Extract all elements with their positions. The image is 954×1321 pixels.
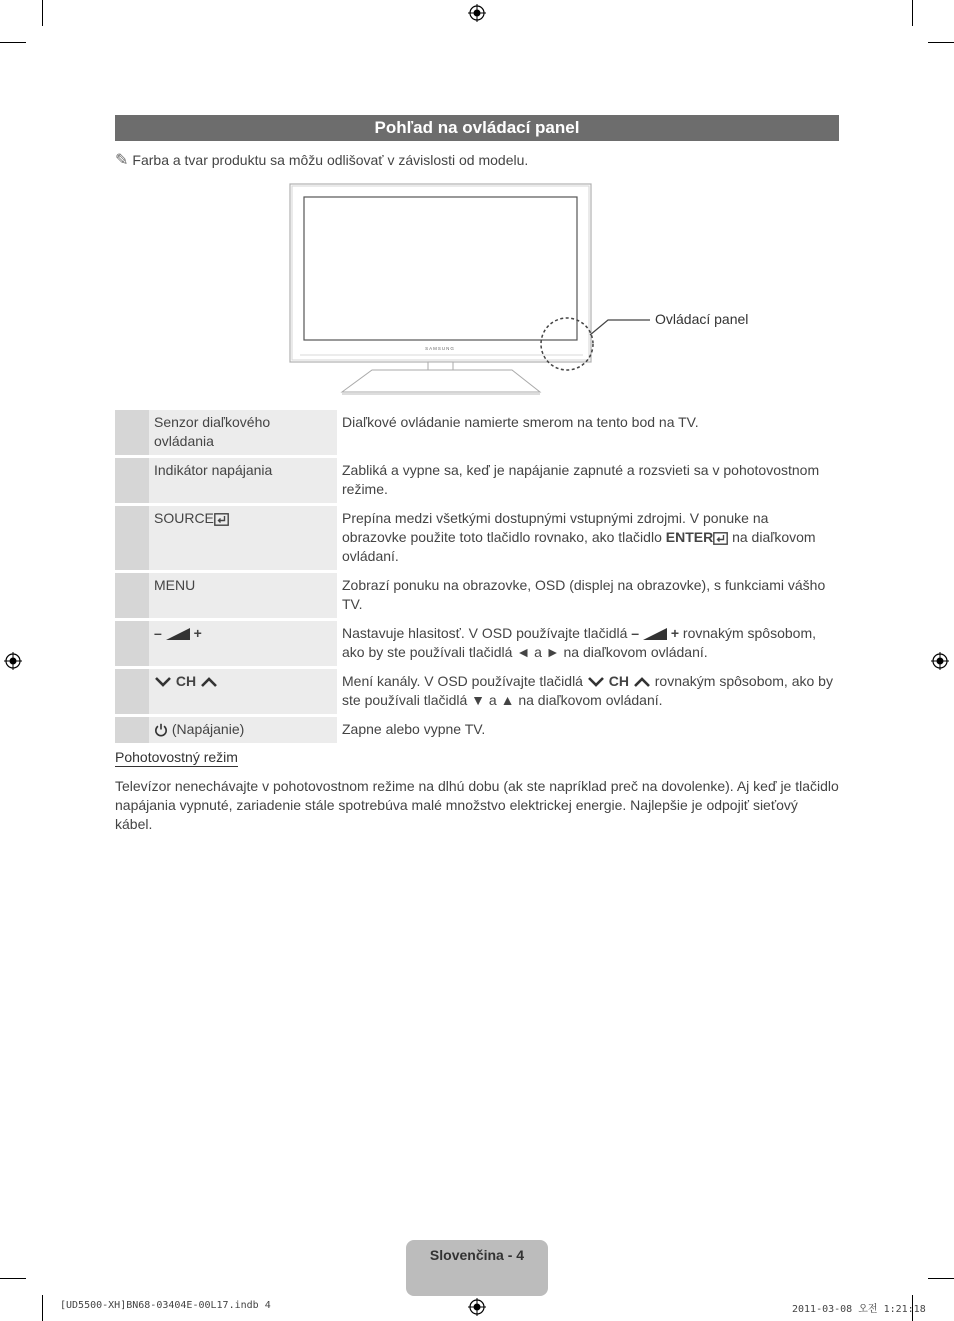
registration-mark-icon — [931, 652, 949, 670]
channel-label: CH — [608, 673, 629, 689]
pencil-note-icon: ✎ — [115, 152, 129, 169]
control-desc — [337, 668, 839, 716]
table-row — [115, 572, 839, 620]
crop-mark — [42, 1295, 43, 1321]
control-name: Indikátor napájania — [149, 457, 337, 505]
control-desc — [337, 620, 839, 668]
desc-text: Nastavuje hlasitosť. V OSD používajte tlačidlá — [342, 625, 632, 641]
registration-mark-icon — [468, 1298, 486, 1316]
control-name: MENU — [149, 572, 337, 620]
row-marker — [115, 620, 149, 668]
volume-minus-label: – — [154, 625, 162, 641]
power-label: (Napájanie) — [171, 721, 245, 737]
crop-mark — [928, 1278, 954, 1279]
volume-plus-label: + — [670, 625, 680, 641]
control-desc: Zobrazí ponuku na obrazovke, OSD (displej na obrazovke), s funkciami vášho TV. — [337, 572, 839, 620]
table-row — [115, 505, 839, 572]
control-desc: Diaľkové ovládanie namierte smerom na tento bod na TV. — [337, 410, 839, 457]
standby-paragraph: Televízor nenechávajte v pohotovostnom režime na dlhú dobu (ak ste napríklad preč na dovolenke). Aj keď je tlačidlo napájania vypnuté, zariadenie stále spotrebúva malé množstvo elektrickej energie. Najlepšie je odpojiť sieťový kábel. — [115, 778, 839, 832]
tv-illustration — [0, 0, 954, 400]
chevron-down-icon — [154, 676, 172, 688]
row-marker — [115, 716, 149, 745]
controls-table — [115, 410, 839, 746]
row-marker — [115, 410, 149, 457]
control-name — [149, 668, 337, 716]
control-desc — [337, 505, 839, 572]
chevron-up-icon — [633, 676, 651, 688]
control-desc: Zapne alebo vypne TV. — [337, 716, 839, 745]
table-row — [115, 620, 839, 668]
enter-icon — [713, 532, 728, 545]
control-name: Senzor diaľkového ovládania — [149, 410, 337, 457]
row-marker — [115, 668, 149, 716]
channel-label: CH — [175, 673, 197, 689]
desc-text: rovnakým spôsobom, ako by ste používali tlačidlá ▼ a ▲ na diaľkovom ovládaní. — [342, 673, 833, 708]
desc-text: na diaľkovom ovládaní. — [342, 529, 816, 564]
table-row — [115, 668, 839, 716]
callout-label: Ovládací panel — [655, 311, 749, 327]
note-text: Farba a tvar produktu sa môžu odlišovať v závislosti od modelu. — [132, 152, 529, 168]
brand-logo: SAMSUNG — [425, 346, 455, 351]
row-marker — [115, 572, 149, 620]
table-row — [115, 716, 839, 745]
volume-icon — [166, 628, 190, 640]
volume-icon — [643, 628, 667, 640]
volume-plus-label: + — [193, 625, 202, 641]
crop-mark — [0, 1278, 26, 1279]
page-number: Slovenčina - 4 — [406, 1240, 548, 1296]
row-marker — [115, 457, 149, 505]
chevron-up-icon — [200, 676, 218, 688]
power-icon — [154, 723, 168, 737]
imprint-date: 2011-03-08 오전 1:21:18 — [792, 1304, 926, 1315]
volume-minus-label: – — [631, 625, 640, 641]
control-name — [149, 505, 337, 572]
section-heading: Pohotovostný režim — [115, 749, 238, 765]
enter-key-label: ENTER — [665, 529, 714, 545]
desc-text: Mení kanály. V OSD používajte tlačidlá — [342, 673, 587, 689]
row-marker — [115, 505, 149, 572]
desc-text: Prepína medzi všetkými dostupnými vstupnými zdrojmi. V ponuke na obrazovke použite toto tlačidlo rovnako, ako tlačidlo — [342, 510, 769, 545]
control-name — [149, 620, 337, 668]
imprint-file: [UD5500-XH]BN68-03404E-00L17.indb 4 — [60, 1300, 271, 1311]
enter-icon — [214, 513, 229, 526]
registration-mark-icon — [4, 652, 22, 670]
control-desc: Zabliká a vypne sa, keď je napájanie zapnuté a rozsvieti sa v pohotovostnom režime. — [337, 457, 839, 505]
page-title: Pohľad na ovládací panel — [115, 115, 839, 141]
control-name — [149, 716, 337, 745]
table-row — [115, 457, 839, 505]
desc-text: rovnakým spôsobom, ako by ste používali tlačidlá ◄ a ► na diaľkovom ovládaní. — [342, 625, 816, 660]
source-label: SOURCE — [154, 510, 214, 526]
table-row — [115, 410, 839, 457]
chevron-down-icon — [587, 676, 605, 688]
